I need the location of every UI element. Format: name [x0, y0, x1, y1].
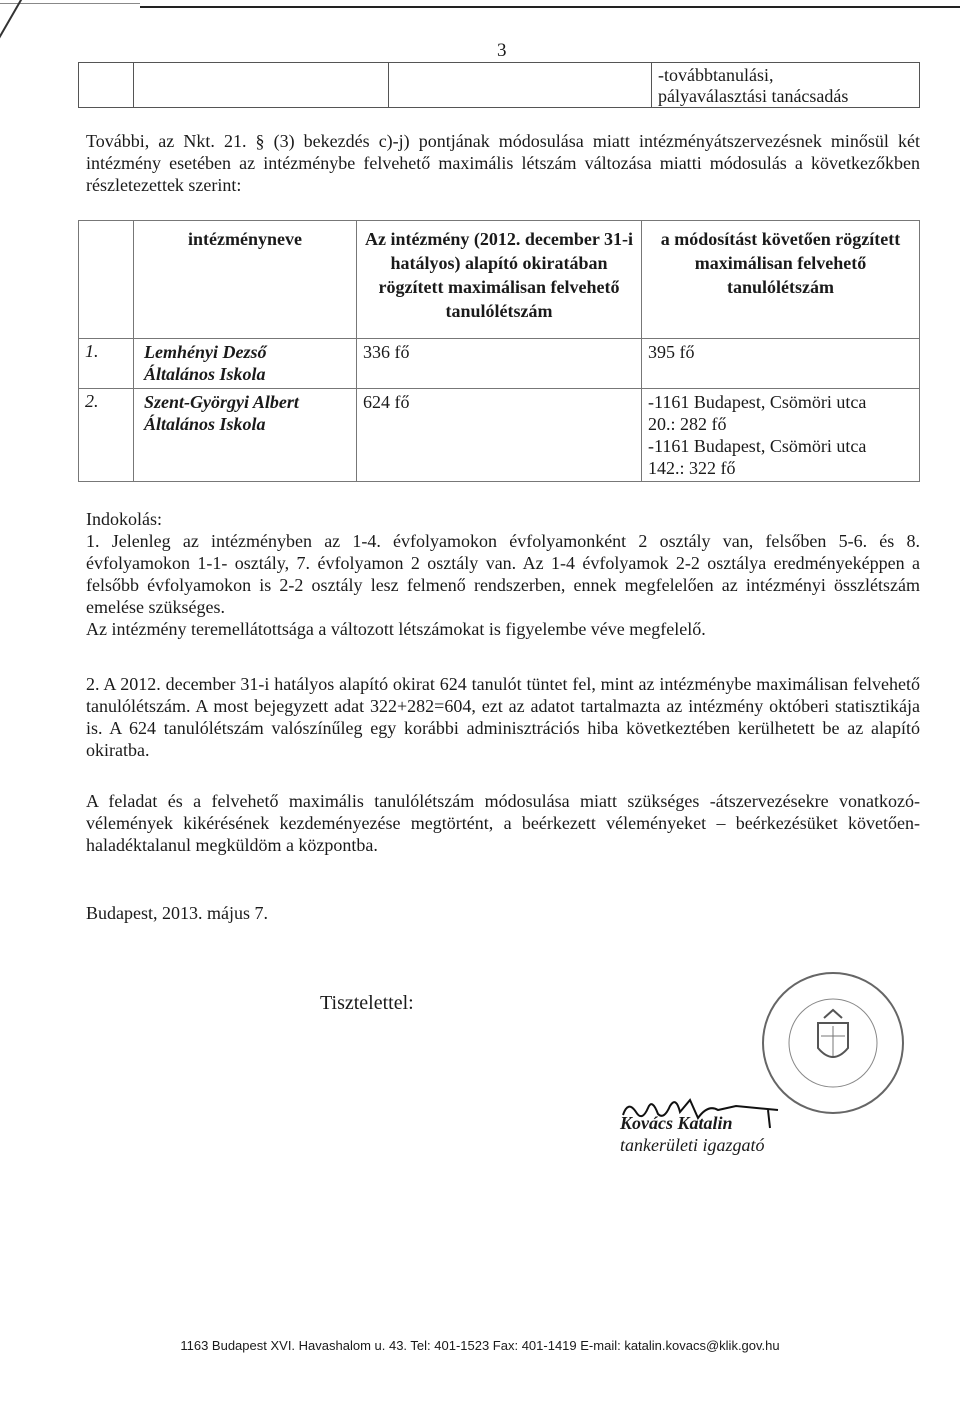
cont-text-line1: -továbbtanulási, — [658, 65, 774, 85]
cont-cell-2 — [134, 63, 389, 108]
school-name-line1: Lemhényi Dezső — [144, 342, 267, 362]
page-number: 3 — [497, 40, 507, 61]
modified-line3: -1161 Budapest, Csömöri utca — [648, 436, 867, 456]
modified-line2: 20.: 282 fő — [648, 414, 727, 434]
intro-paragraph: További, az Nkt. 21. § (3) bekezdés c)-j) pontjának módosulása miatt intézményátszervezésnek minősül két intézmény esetében az intézménybe felvehető maximális létszám változása miatti módosulás a következőkben részletezettek szerint: — [86, 131, 920, 195]
row-number: 1. — [79, 339, 134, 389]
footer-contact: 1163 Budapest XVI. Havashalom u. 43. Tel: 401-1523 Fax: 401-1419 E-mail: katalin.kovacs@klik.gov.hu — [180, 1338, 780, 1353]
reason-2: 2. A 2012. december 31-i hatályos alapító okirat 624 tanulót tüntet fel, mint az intézménybe maximálisan felvehető tanulólétszám. A most bejegyzett adat 322+282=604, ezt az adatot tartalmazta az intézmény októberi statisztikája is. A 624 tanulólétszám valószínűleg egy korábbi adminisztrációs hiba következtében kerülhetett be az alapító okiratba. — [86, 674, 920, 760]
header-name: intézményneve — [134, 221, 357, 339]
top-edge-line — [0, 3, 140, 4]
cont-cell-1 — [79, 63, 134, 108]
modified-line4: 142.: 322 fő — [648, 458, 736, 478]
continuation-table — [78, 62, 920, 108]
modified-line1: -1161 Budapest, Csömöri utca — [648, 392, 867, 412]
header-modified: a módosítást követően rögzített maximálisan felvehető tanulólétszám — [642, 221, 920, 339]
closing-paragraph: A feladat és a felvehető maximális tanulólétszám módosulása miatt szükséges -átszervezésekre vonatkozó- vélemények kikérésének kezdeményezése megtörtént, a beérkezett véleményeket – beérkezésüket követően- haladéktalanul megküldöm a központba. — [86, 791, 920, 855]
modified-count: 395 fő — [648, 342, 695, 362]
reason-1: 1. Jelenleg az intézményben az 1-4. évfolyamokon évfolyamonként 2 osztály van, felsőben 5-6. és 8. évfolyamokon 1-1- osztály, 7. évfolyamon 2 osztály van. Az 1-4 évfolyamok 2-2 osztálya eredményeképpen a felsőbb évfolyamokon is 2-2 osztály lesz felmenő rendszerben, ennek megfelelően az intézményi összlétszám emelése szükséges. — [86, 531, 920, 617]
table-row — [79, 389, 920, 482]
founding-count: 624 fő — [357, 389, 642, 482]
reasoning-title: Indokolás: — [86, 509, 162, 529]
cont-cell-4 — [652, 63, 920, 108]
cont-cell-3 — [389, 63, 652, 108]
reason-1b: Az intézmény teremellátottsága a változott létszámokat is figyelembe véve megfelelő. — [86, 619, 706, 639]
header-num-cell — [79, 221, 134, 339]
scan-diagonal-line — [0, 0, 51, 72]
place-date: Budapest, 2013. május 7. — [86, 903, 268, 923]
signer-title: tankerületi igazgató — [620, 1135, 765, 1155]
table-row — [79, 339, 920, 389]
header-founding: Az intézmény (2012. december 31-i hatályos) alapító okiratában rögzített maximálisan felvehető tanulólétszám — [357, 221, 642, 339]
top-border-line — [140, 6, 960, 8]
founding-count: 336 fő — [357, 339, 642, 389]
school-name-line1: Szent-Györgyi Albert — [144, 392, 299, 412]
school-name-line2: Általános Iskola — [144, 364, 266, 384]
cont-text-line2: pályaválasztási tanácsadás — [658, 86, 849, 106]
greeting: Tisztelettel: — [320, 992, 414, 1014]
signer-name: Kovács Katalin — [620, 1113, 733, 1133]
school-name-line2: Általános Iskola — [144, 414, 266, 434]
row-number: 2. — [79, 389, 134, 482]
institutions-table — [78, 220, 920, 482]
